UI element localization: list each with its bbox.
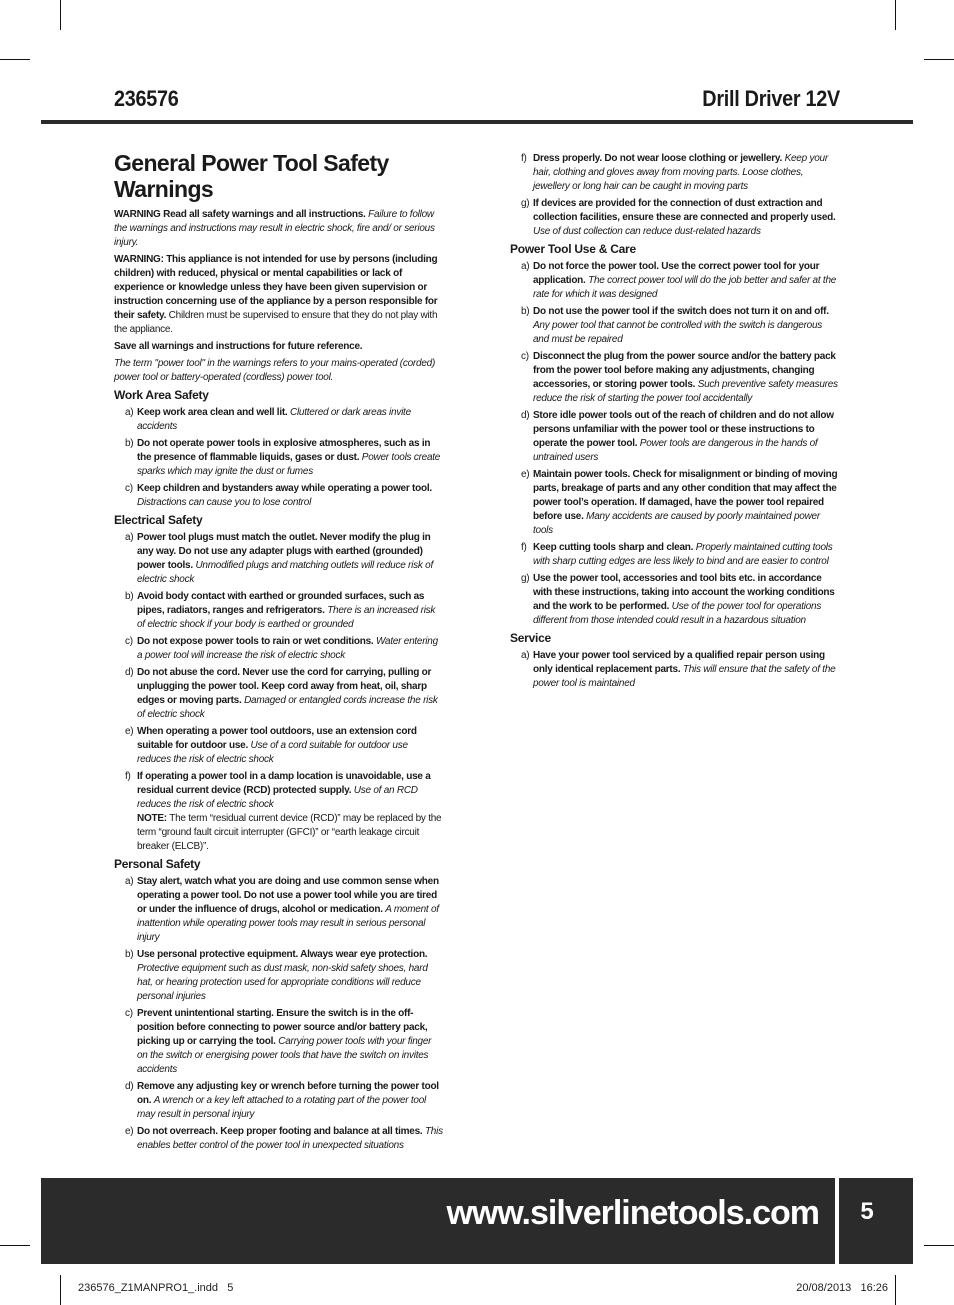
product-code: 236576	[114, 86, 179, 111]
item-explanation: Use of dust collection can reduce dust-related hazards	[533, 226, 761, 237]
list-item	[510, 468, 840, 538]
item-instruction: Keep work area clean and well lit.	[137, 407, 288, 418]
intro-save	[114, 340, 444, 354]
item-instruction: Do not expose power tools to rain or wet conditions.	[137, 636, 374, 647]
item-marker: c)	[125, 483, 133, 494]
item-instruction: Do not force the power tool. Use the correct power tool for your application.	[533, 261, 820, 286]
work-area-list	[114, 406, 444, 510]
note-text: The term “residual current device (RCD)” may be replaced by the term “ground fault circuit interrupter (GFCI)” or “earth leakage circuit breaker (ELCB)”.	[137, 813, 442, 852]
item-instruction: Disconnect the plug from the power source and/or the battery pack from the power tool before making any adjustments, changing accessories, or storing power tools.	[533, 351, 836, 390]
item-marker: b)	[521, 306, 530, 317]
list-item	[510, 649, 840, 691]
item-explanation: Use of an RCD reduces the risk of electric shock	[137, 785, 418, 810]
term-italic: The term "power tool" in the warnings refers to your mains-operated (corded) power tool or battery-operated (cordless) power tool.	[114, 358, 436, 383]
list-item	[510, 152, 840, 194]
appliance-bold: WARNING: This appliance is not intended for use by persons (including children) with reduced, physical or mental capabilities or lack of experience or knowledge unless they have been given supervision or instruction concerning use of the appliance by a person responsible for their safety.	[114, 254, 438, 321]
item-explanation: Properly maintained cutting tools with sharp cutting edges are less likely to bind and are easier to control	[533, 542, 833, 567]
item-explanation: Unmodified plugs and matching outlets will reduce risk of electric shock	[137, 560, 433, 585]
item-marker: a)	[521, 261, 530, 272]
item-marker: b)	[125, 591, 134, 602]
item-marker: d)	[125, 1081, 134, 1092]
item-instruction: Stay alert, watch what you are doing and use common sense when operating a power tool. Do not use a power tool while you are tired or under the influence of drugs, alcohol or medication.	[137, 876, 439, 915]
list-item	[114, 948, 444, 1004]
page-heading: General Power Tool Safety Warnings	[114, 150, 389, 202]
crop-mark	[0, 1245, 30, 1246]
list-item	[114, 1007, 444, 1077]
item-marker: c)	[521, 351, 529, 362]
item-instruction: Prevent unintentional starting. Ensure the switch is in the off-position before connecting to power source and/or battery pack, picking up or carrying the tool.	[137, 1008, 428, 1047]
item-marker: c)	[125, 1008, 133, 1019]
list-item	[510, 572, 840, 628]
product-title: Drill Driver 12V	[702, 86, 840, 111]
list-item	[114, 531, 444, 587]
save-bold: Save all warnings and instructions for future reference.	[114, 341, 363, 352]
item-explanation: Distractions can cause you to lose control	[137, 497, 312, 508]
item-instruction: Do not overreach. Keep proper footing and balance at all times.	[137, 1126, 423, 1137]
slug-date: 20/08/2013 16:26	[796, 1282, 888, 1294]
item-marker: a)	[125, 407, 134, 418]
item-explanation: Many accidents are caused by poorly maintained power tools	[533, 511, 820, 536]
right-column	[510, 152, 840, 694]
item-instruction: If operating a power tool in a damp location is unavoidable, use a residual current device (RCD) protected supply.	[137, 771, 431, 796]
crop-mark	[60, 0, 61, 30]
electrical-list	[114, 531, 444, 812]
section-title-personal: Personal Safety	[114, 857, 201, 871]
website-link[interactable]: www.silverlinetools.com	[446, 1194, 819, 1232]
crop-mark	[60, 1275, 61, 1305]
list-item	[510, 409, 840, 465]
list-item	[510, 260, 840, 302]
item-instruction: Avoid body contact with earthed or grounded surfaces, such as pipes, radiators, ranges and refrigerators.	[137, 591, 425, 616]
item-marker: g)	[521, 198, 530, 209]
list-item	[114, 770, 444, 812]
warning-italic: Failure to follow the warnings and instructions may result in electric shock, fire and/ or serious injury.	[114, 209, 435, 248]
item-explanation: Water entering a power tool will increase the risk of electric shock	[137, 636, 438, 661]
list-item	[114, 725, 444, 767]
item-instruction: If devices are provided for the connection of dust extraction and collection facilities, ensure these are connected and properly used.	[533, 198, 836, 223]
item-explanation: Cluttered or dark areas invite accidents	[137, 407, 411, 432]
crop-mark	[0, 59, 30, 60]
item-marker: f)	[521, 542, 527, 553]
list-item	[114, 1125, 444, 1153]
list-item	[114, 482, 444, 510]
section-title-work-area: Work Area Safety	[114, 388, 209, 402]
page-number: 5	[860, 1198, 874, 1225]
item-instruction: Use personal protective equipment. Always wear eye protection.	[137, 949, 428, 960]
item-marker: d)	[521, 410, 530, 421]
use-care-list	[510, 260, 840, 628]
item-instruction: Remove any adjusting key or wrench before turning the power tool on.	[137, 1081, 439, 1106]
list-item	[114, 635, 444, 663]
item-explanation: Protective equipment such as dust mask, non-skid safety shoes, hard hat, or hearing protection used for appropriate conditions will reduce personal injuries	[137, 963, 428, 1002]
item-instruction: When operating a power tool outdoors, use an extension cord suitable for outdoor use.	[137, 726, 417, 751]
item-explanation: This will ensure that the safety of the power tool is maintained	[533, 664, 836, 689]
intro-appliance-warning	[114, 253, 444, 337]
item-instruction: Have your power tool serviced by a qualified repair person using only identical replacement parts.	[533, 650, 825, 675]
list-item	[114, 437, 444, 479]
item-explanation: Use of a cord suitable for outdoor use reduces the risk of electric shock	[137, 740, 408, 765]
list-item	[114, 875, 444, 945]
section-title-service: Service	[510, 631, 551, 645]
item-explanation: Power tools are dangerous in the hands of untrained users	[533, 438, 818, 463]
item-instruction: Use the power tool, accessories and tool bits etc. in accordance with these instructions, taking into account the working conditions and the work to be performed.	[533, 573, 835, 612]
item-instruction: Maintain power tools. Check for misalignment or binding of moving parts, breakage of parts and any other condition that may affect the power tool’s operation. If damaged, have the power tool repaired before use.	[533, 469, 838, 522]
item-instruction: Store idle power tools out of the reach of children and do not allow persons unfamiliar with the power tool or these instructions to operate the power tool.	[533, 410, 834, 449]
item-instruction: Do not abuse the cord. Never use the cord for carrying, pulling or unplugging the power tool. Keep cord away from heat, oil, sharp edges or moving parts.	[137, 667, 432, 706]
warning-bold: WARNING Read all safety warnings and all instructions.	[114, 209, 366, 220]
item-explanation: A wrench or a key left attached to a rotating part of the power tool may result in personal injury	[137, 1095, 427, 1120]
list-item	[114, 406, 444, 434]
item-explanation: Damaged or entangled cords increase the risk of electric shock	[137, 695, 438, 720]
item-explanation: Keep your hair, clothing and gloves away from moving parts. Loose clothes, jewellery or long hair can be caught in moving parts	[533, 153, 828, 192]
item-explanation: Use of the power tool for operations different from those intended could result in a hazardous situation	[533, 601, 822, 626]
item-marker: e)	[521, 469, 530, 480]
crop-mark	[895, 1275, 896, 1305]
header-rule	[41, 120, 913, 124]
item-explanation: A moment of inattention while operating power tools may result in serious personal injury	[137, 904, 439, 943]
item-explanation: The correct power tool will do the job better and safer at the rate for which it was designed	[533, 275, 837, 300]
item-instruction: Do not operate power tools in explosive atmospheres, such as in the presence of flammable liquids, gases or dust.	[137, 438, 431, 463]
item-instruction: Power tool plugs must match the outlet. Never modify the plug in any way. Do not use any adapter plugs with earthed (grounded) power tools.	[137, 532, 431, 571]
item-marker: c)	[125, 636, 133, 647]
item-explanation: This enables better control of the power tool in unexpected situations	[137, 1126, 443, 1151]
list-item	[114, 666, 444, 722]
rcd-note	[114, 812, 444, 854]
list-item	[114, 590, 444, 632]
item-marker: f)	[125, 771, 131, 782]
item-marker: a)	[125, 532, 134, 543]
crop-mark	[924, 59, 954, 60]
list-item	[510, 197, 840, 239]
item-marker: e)	[125, 726, 134, 737]
item-marker: a)	[521, 650, 530, 661]
item-marker: g)	[521, 573, 530, 584]
list-item	[114, 1080, 444, 1122]
list-item	[510, 305, 840, 347]
section-title-use-care: Power Tool Use & Care	[510, 242, 636, 256]
service-list	[510, 649, 840, 691]
item-instruction: Keep children and bystanders away while operating a power tool.	[137, 483, 432, 494]
crop-mark	[924, 1245, 954, 1246]
item-marker: f)	[521, 153, 527, 164]
note-label: NOTE:	[137, 813, 167, 824]
slug-filename: 236576_Z1MANPRO1_.indd 5	[78, 1282, 234, 1294]
item-explanation: Carrying power tools with your finger on the switch or energising power tools that have the switch on invites accidents	[137, 1036, 432, 1075]
appliance-plain: Children must be supervised to ensure that they do not play with the appliance.	[114, 310, 438, 335]
personal-list-continued	[510, 152, 840, 239]
list-item	[510, 350, 840, 406]
list-item	[510, 541, 840, 569]
intro-warning	[114, 208, 444, 250]
item-marker: b)	[125, 949, 134, 960]
intro-term	[114, 357, 444, 385]
item-explanation: Power tools create sparks which may ignite the dust or fumes	[137, 452, 441, 477]
item-marker: a)	[125, 876, 134, 887]
footer-bar	[41, 1178, 913, 1264]
left-column	[114, 150, 444, 1156]
crop-mark	[895, 0, 896, 30]
item-explanation: There is an increased risk of electric shock if your body is earthed or grounded	[137, 605, 436, 630]
personal-list	[114, 875, 444, 1153]
item-instruction: Do not use the power tool if the switch does not turn it on and off.	[533, 306, 829, 317]
section-title-electrical: Electrical Safety	[114, 513, 203, 527]
item-marker: d)	[125, 667, 134, 678]
item-explanation: Such preventive safety measures reduce the risk of starting the power tool accidentally	[533, 379, 838, 404]
item-instruction: Dress properly. Do not wear loose clothing or jewellery.	[533, 153, 783, 164]
item-marker: e)	[125, 1126, 134, 1137]
item-marker: b)	[125, 438, 134, 449]
item-explanation: Any power tool that cannot be controlled with the switch is dangerous and must be repaired	[533, 320, 823, 345]
item-instruction: Keep cutting tools sharp and clean.	[533, 542, 694, 553]
